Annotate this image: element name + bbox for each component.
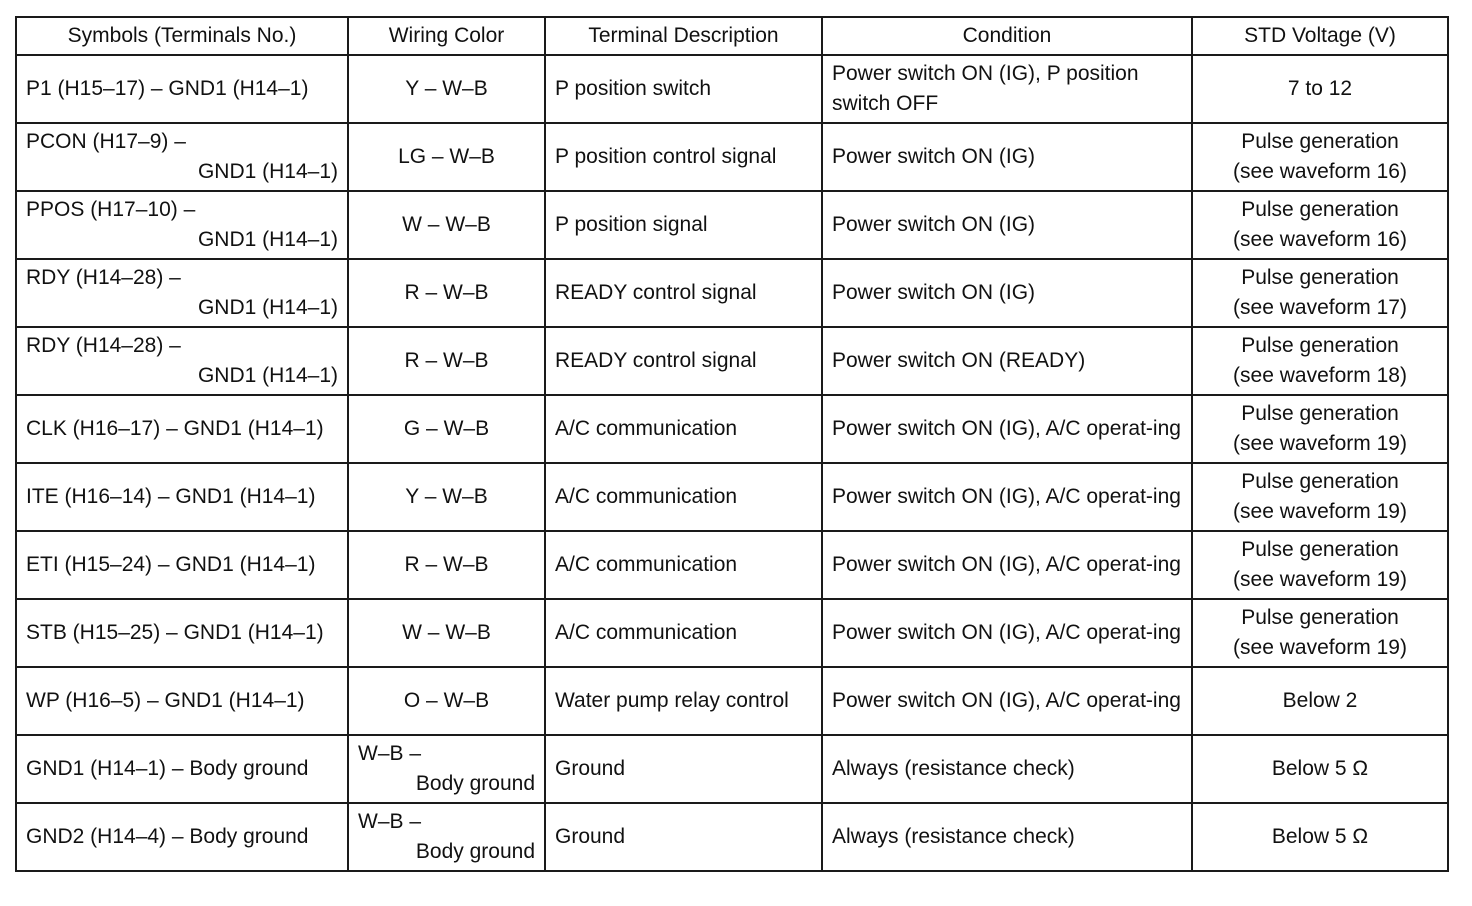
terminal-description-cell: P position control signal [545,123,822,191]
terminal-description-cell: P position switch [545,55,822,123]
condition-cell [822,123,1192,191]
std-voltage-text: (see waveform 17) [1233,296,1407,319]
std-voltage-text: Pulse generation [1241,402,1399,425]
condition-cell [822,259,1192,327]
symbol-text: PPOS (H17–10) – [26,198,196,221]
std-voltage-cell [1192,55,1448,123]
condition-text: Power switch ON (IG), P position switch OFF [832,62,1139,115]
terminal-description-cell: A/C communication [545,531,822,599]
std-voltage-text: Pulse generation [1241,606,1399,629]
symbol-cell [16,259,348,327]
std-voltage-cell [1192,531,1448,599]
wiring-color-text: W–B – [358,810,422,833]
header-terminal-description: Terminal Description [545,17,822,55]
header-symbols: Symbols (Terminals No.) [16,17,348,55]
wiring-color-cell [348,599,545,667]
table-row [16,531,1448,599]
symbol-text: RDY (H14–28) – [26,334,181,357]
condition-cell [822,599,1192,667]
symbol-cell [16,55,348,123]
condition-text: Always (resistance check) [832,825,1075,848]
header-wiring-color: Wiring Color [348,17,545,55]
condition-text: Always (resistance check) [832,757,1075,780]
table-row [16,803,1448,871]
condition-text: Power switch ON (IG), A/C operat-ing [832,553,1181,576]
symbol-text: GND1 (H14–1) [197,296,338,319]
terminal-description-cell: Water pump relay control [545,667,822,735]
condition-text: Power switch ON (READY) [832,349,1086,372]
std-voltage-text: (see waveform 16) [1233,160,1407,183]
std-voltage-cell [1192,395,1448,463]
terminal-description-cell: A/C communication [545,599,822,667]
std-voltage-text: (see waveform 19) [1233,432,1407,455]
table-row [16,327,1448,395]
std-voltage-cell [1192,599,1448,667]
std-voltage-cell [1192,259,1448,327]
symbol-text: GND2 (H14–4) – Body ground [26,825,309,848]
wiring-color-cell [348,259,545,327]
wiring-color-cell [348,327,545,395]
terminal-spec-table [15,16,1449,872]
condition-text: Power switch ON (IG) [832,213,1036,236]
wiring-color-text: LG – W–B [398,145,495,168]
wiring-color-text: Y – W–B [405,77,488,100]
std-voltage-text: Below 5 Ω [1271,825,1369,848]
condition-cell [822,327,1192,395]
terminal-description-cell: READY control signal [545,327,822,395]
symbol-cell [16,327,348,395]
symbol-cell [16,599,348,667]
table-row [16,123,1448,191]
symbol-cell [16,191,348,259]
condition-text: Power switch ON (IG) [832,281,1036,304]
std-voltage-text: (see waveform 19) [1233,568,1407,591]
terminal-description-cell: READY control signal [545,259,822,327]
terminal-description-cell: Ground [545,803,822,871]
wiring-color-text: R – W–B [404,281,489,304]
table-row [16,55,1448,123]
table-row [16,735,1448,803]
std-voltage-cell [1192,735,1448,803]
wiring-color-cell [348,123,545,191]
symbol-cell [16,803,348,871]
wiring-color-text: W – W–B [402,621,491,644]
terminal-description-cell: Ground [545,735,822,803]
symbol-cell [16,735,348,803]
wiring-color-cell [348,191,545,259]
wiring-color-cell [348,55,545,123]
symbol-text: P1 (H15–17) – GND1 (H14–1) [26,77,309,100]
symbol-text: PCON (H17–9) – [26,130,186,153]
header-condition: Condition [822,17,1192,55]
wiring-color-text: W–B – [358,742,422,765]
table-row [16,599,1448,667]
symbol-cell [16,667,348,735]
symbol-text: WP (H16–5) – GND1 (H14–1) [26,689,305,712]
condition-text: Power switch ON (IG) [832,145,1036,168]
terminal-description-cell: A/C communication [545,395,822,463]
std-voltage-cell [1192,191,1448,259]
symbol-cell [16,123,348,191]
terminal-description-cell: P position signal [545,191,822,259]
table-row [16,667,1448,735]
symbol-text: CLK (H16–17) – GND1 (H14–1) [26,417,324,440]
std-voltage-cell [1192,463,1448,531]
std-voltage-cell [1192,667,1448,735]
condition-cell [822,395,1192,463]
wiring-color-text: Body ground [415,840,535,863]
symbol-text: RDY (H14–28) – [26,266,181,289]
std-voltage-text: Pulse generation [1241,538,1399,561]
table-row [16,463,1448,531]
std-voltage-text: Pulse generation [1241,334,1399,357]
header-std-voltage: STD Voltage (V) [1192,17,1448,55]
table-row [16,395,1448,463]
symbol-cell [16,395,348,463]
wiring-color-text: Y – W–B [405,485,488,508]
std-voltage-text: Pulse generation [1241,470,1399,493]
std-voltage-text: (see waveform 16) [1233,228,1407,251]
std-voltage-cell [1192,327,1448,395]
wiring-color-cell [348,667,545,735]
symbol-cell [16,463,348,531]
std-voltage-text: (see waveform 19) [1233,636,1407,659]
table-row [16,191,1448,259]
condition-cell [822,463,1192,531]
std-voltage-text: Pulse generation [1241,130,1399,153]
std-voltage-text: (see waveform 19) [1233,500,1407,523]
std-voltage-text: Below 5 Ω [1271,757,1369,780]
wiring-color-text: O – W–B [403,689,490,712]
std-voltage-cell [1192,123,1448,191]
condition-cell [822,667,1192,735]
wiring-color-text: G – W–B [403,417,490,440]
condition-text: Power switch ON (IG), A/C operat-ing [832,689,1181,712]
symbol-text: GND1 (H14–1) [197,228,338,251]
wiring-color-text: R – W–B [404,553,489,576]
condition-cell [822,55,1192,123]
condition-cell [822,531,1192,599]
wiring-color-cell [348,463,545,531]
condition-text: Power switch ON (IG), A/C operat-ing [832,417,1181,440]
symbol-text: ITE (H16–14) – GND1 (H14–1) [26,485,316,508]
std-voltage-cell [1192,803,1448,871]
wiring-color-text: W – W–B [402,213,491,236]
wiring-color-cell [348,531,545,599]
std-voltage-text: Pulse generation [1241,198,1399,221]
symbol-text: GND1 (H14–1) [197,160,338,183]
symbol-text: ETI (H15–24) – GND1 (H14–1) [26,553,316,576]
table-body [16,55,1448,871]
condition-cell [822,735,1192,803]
symbol-text: GND1 (H14–1) [197,364,338,387]
std-voltage-text: Below 2 [1282,689,1358,712]
symbol-text: GND1 (H14–1) – Body ground [26,757,309,780]
wiring-color-text: R – W–B [404,349,489,372]
wiring-color-cell [348,735,545,803]
header-row [16,17,1448,55]
condition-cell [822,191,1192,259]
symbol-cell [16,531,348,599]
std-voltage-text: Pulse generation [1241,266,1399,289]
wiring-color-text: Body ground [415,772,535,795]
wiring-color-cell [348,803,545,871]
condition-text: Power switch ON (IG), A/C operat-ing [832,621,1181,644]
std-voltage-text: 7 to 12 [1287,77,1353,100]
terminal-description-cell: A/C communication [545,463,822,531]
condition-cell [822,803,1192,871]
table-row [16,259,1448,327]
std-voltage-text: (see waveform 18) [1233,364,1407,387]
symbol-text: STB (H15–25) – GND1 (H14–1) [26,621,324,644]
wiring-color-cell [348,395,545,463]
condition-text: Power switch ON (IG), A/C operat-ing [832,485,1181,508]
